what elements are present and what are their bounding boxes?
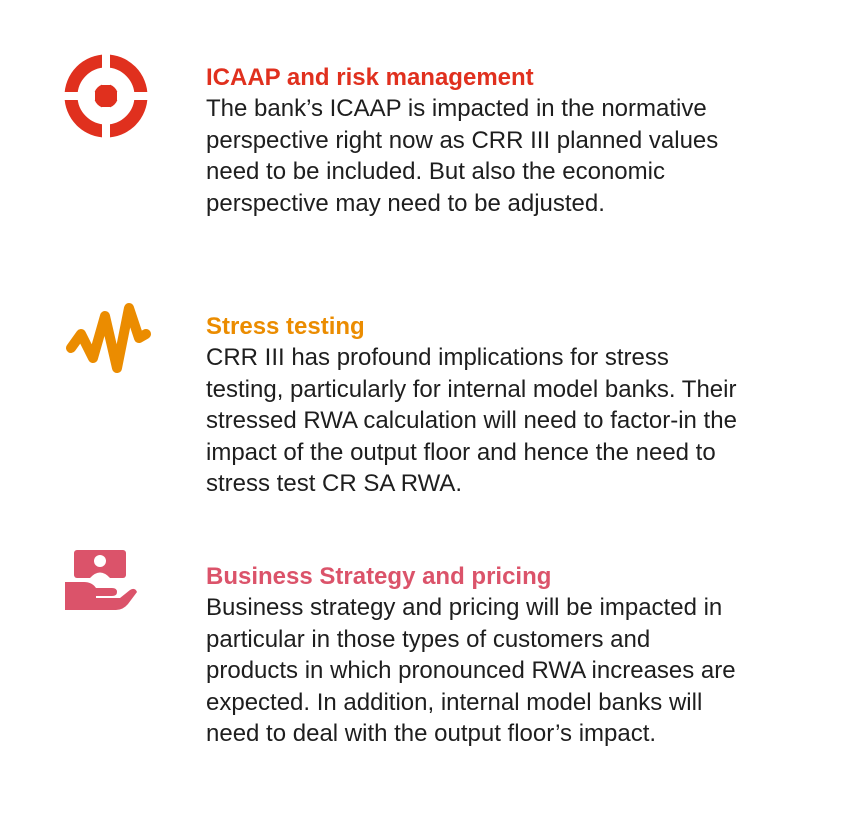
section-heading-stress-testing: Stress testing — [206, 313, 365, 340]
body-line: particular in those types of customers and — [206, 625, 651, 653]
waveform-icon — [62, 298, 152, 378]
section-heading-icaap: ICAAP and risk management — [206, 64, 534, 91]
body-line: CRR III has profound implications for stress — [206, 344, 669, 371]
body-line: expected. In addition, internal model banks will — [206, 688, 703, 716]
section-heading-business-strategy: Business Strategy and pricing — [206, 563, 552, 590]
body-line: need to deal with the output floor’s impact. — [206, 720, 657, 747]
hand-holding-card-icon — [62, 546, 140, 616]
body-line: The bank’s ICAAP is impacted in the normative — [206, 95, 707, 122]
body-line: perspective may need to be adjusted. — [206, 189, 605, 217]
body-line: impact of the output floor and hence the need to — [206, 438, 716, 466]
body-line: testing, particularly for internal model banks. Their — [206, 375, 737, 403]
body-line: need to be included. But also the economic — [206, 158, 665, 185]
body-line: Business strategy and pricing will be impacted in — [206, 594, 723, 621]
body-line: stress test CR SA RWA. — [206, 470, 463, 497]
body-line: stressed RWA calculation will need to factor-in the — [206, 407, 737, 434]
body-line: perspective right now as CRR III planned values — [206, 126, 719, 154]
target-icon — [62, 52, 150, 140]
body-line: products in which pronounced RWA increases are — [206, 657, 736, 684]
